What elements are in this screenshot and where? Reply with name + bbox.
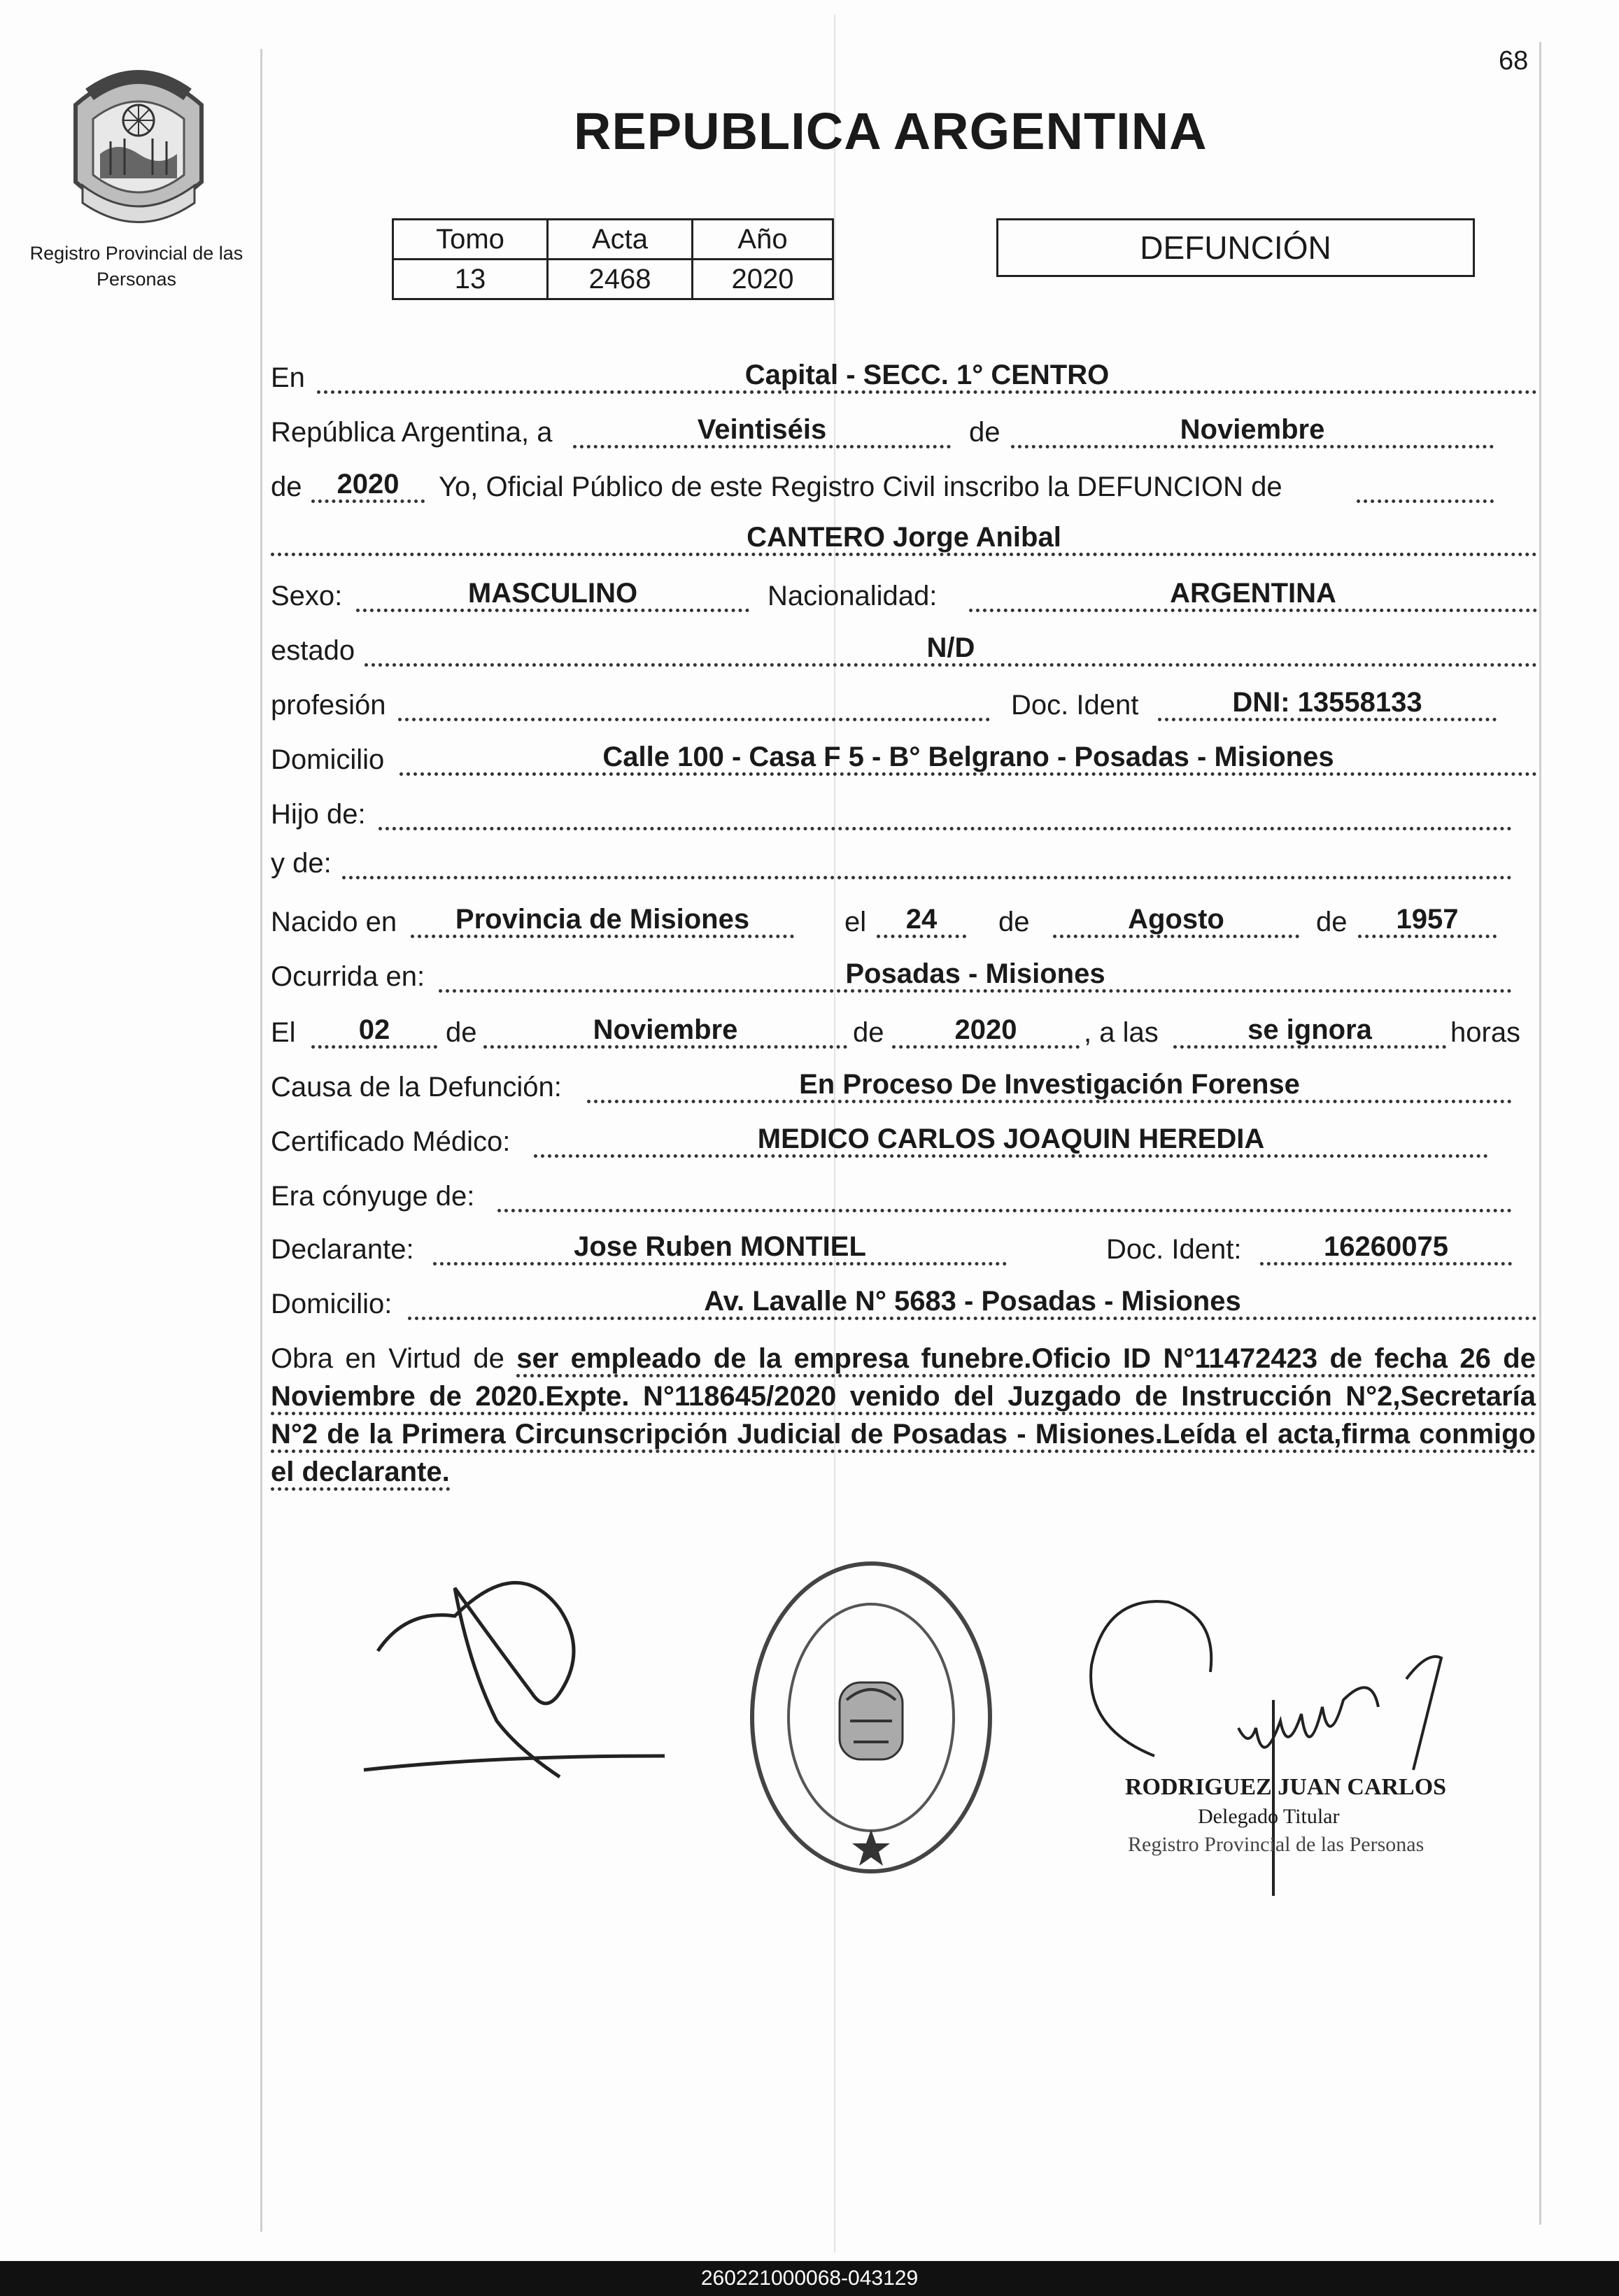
decl-doc-field: 16260075 xyxy=(1260,1231,1512,1266)
record-header-row xyxy=(393,220,833,260)
de-label: de xyxy=(969,417,1001,448)
de5-label: de xyxy=(446,1017,477,1048)
row-ocurrida xyxy=(271,956,1537,998)
de6-label: de xyxy=(853,1017,884,1048)
sexo-field: MASCULINO xyxy=(356,578,749,612)
profesion-label: profesión xyxy=(271,690,386,721)
signatory-org: Registro Provincial de las Personas xyxy=(1128,1833,1424,1856)
row-profesion xyxy=(271,684,1537,726)
el-label: el xyxy=(844,907,867,937)
row-hijo xyxy=(271,793,1537,835)
month-field: Noviembre xyxy=(1011,414,1494,448)
hijo-label: Hijo de: xyxy=(271,799,366,830)
day-field: Veintiséis xyxy=(573,414,951,448)
record-table xyxy=(392,218,834,300)
nacionalidad-field: ARGENTINA xyxy=(969,578,1537,612)
row-nacido xyxy=(271,901,1537,943)
row-conyuge xyxy=(271,1175,1537,1217)
row-domicilio2 xyxy=(271,1283,1537,1325)
death-day-field: 02 xyxy=(311,1014,437,1049)
row-yde xyxy=(271,842,1537,884)
birth-day-field: 24 xyxy=(877,904,966,938)
row-fecha-deceso xyxy=(271,1012,1537,1054)
ocurrida-field: Posadas - Misiones xyxy=(439,958,1512,993)
row-causa xyxy=(271,1066,1537,1108)
conyuge-label: Era cónyuge de: xyxy=(271,1181,475,1212)
acta-value: 2468 xyxy=(548,260,693,299)
domicilio-label: Domicilio xyxy=(271,744,385,775)
domicilio-field: Calle 100 - Casa F 5 - B° Belgrano - Posadas - Misiones xyxy=(400,742,1537,776)
declarant-signature xyxy=(350,1567,672,1791)
yo-continuation-field xyxy=(1357,469,1494,503)
doc-label: Doc. Ident xyxy=(1011,690,1139,721)
de4-label: de xyxy=(1316,907,1348,937)
acta-header: Acta xyxy=(548,220,693,260)
estado-label: estado xyxy=(271,635,355,666)
profesion-field xyxy=(398,687,990,721)
estado-field: N/D xyxy=(365,632,1537,667)
left-margin-line xyxy=(260,49,262,2232)
obra-paragraph xyxy=(271,1340,1536,1491)
row-certificado xyxy=(271,1121,1537,1163)
de2-label: de xyxy=(271,472,302,502)
row-yo xyxy=(271,466,1537,508)
el2-label: El xyxy=(271,1017,296,1048)
tomo-header: Tomo xyxy=(393,220,548,260)
page-number: 68 xyxy=(1499,46,1529,76)
obra-label: Obra en Virtud de xyxy=(271,1343,504,1374)
footer-code: 260221000068-043129 xyxy=(0,2261,1619,2296)
right-margin-line xyxy=(1539,42,1541,2225)
certificado-field: MEDICO CARLOS JOAQUIN HEREDIA xyxy=(534,1124,1488,1158)
registry-label: Registro Provincial de las Personas xyxy=(29,243,243,290)
death-year-field: 2020 xyxy=(892,1014,1080,1049)
hijo-field xyxy=(379,796,1512,830)
page-title: REPUBLICA ARGENTINA xyxy=(574,102,1208,160)
signatory-name: RODRIGUEZ JUAN CARLOS xyxy=(1125,1774,1447,1800)
obra-value: ser empleado de la empresa funebre.Oficio ID N°11472423 de fecha 26 de Noviembre de 2020.Expte. N°118645/2020 venido del Juzgado de Instrucción N°2,Secretaría N°2 de la Primera Circunscripción Judicial de Posadas - Misiones.Leída el acta,firma conmigo el declarante. xyxy=(271,1343,1536,1491)
row-estado xyxy=(271,630,1537,672)
conyuge-field xyxy=(497,1178,1512,1212)
document-type-box: DEFUNCIÓN xyxy=(996,218,1475,277)
death-month-field: Noviembre xyxy=(483,1014,847,1049)
sexo-label: Sexo: xyxy=(271,581,343,611)
domicilio2-field: Av. Lavalle N° 5683 - Posadas - Misiones xyxy=(408,1286,1537,1320)
registry-seal xyxy=(742,1553,1001,1882)
causa-field: En Proceso De Investigación Forense xyxy=(587,1069,1512,1103)
domicilio2-label: Domicilio: xyxy=(271,1289,393,1319)
death-time-field: se ignora xyxy=(1173,1014,1446,1049)
year-field: 2020 xyxy=(311,469,425,503)
row-domicilio xyxy=(271,739,1537,781)
birth-month-field: Agosto xyxy=(1053,904,1299,938)
causa-label: Causa de la Defunción: xyxy=(271,1072,562,1103)
nacionalidad-label: Nacionalidad: xyxy=(768,581,938,611)
row-name xyxy=(271,519,1537,561)
yde-label: y de: xyxy=(271,848,332,879)
doc-field: DNI: 13558133 xyxy=(1158,687,1497,721)
en-label: En xyxy=(271,362,305,393)
birth-year-field: 1957 xyxy=(1358,904,1497,938)
signatory-role: Delegado Titular xyxy=(1198,1805,1340,1828)
de3-label: de xyxy=(998,907,1030,937)
alas-label: , a las xyxy=(1084,1017,1159,1048)
ocurrida-label: Ocurrida en: xyxy=(271,961,425,992)
row-en xyxy=(271,357,1537,399)
tomo-value: 13 xyxy=(393,260,548,299)
anio-value: 2020 xyxy=(693,260,833,299)
anio-header: Año xyxy=(693,220,833,260)
decl-doc-label: Doc. Ident: xyxy=(1106,1234,1242,1265)
certificado-label: Certificado Médico: xyxy=(271,1126,511,1157)
row-fecha xyxy=(271,411,1537,453)
record-value-row xyxy=(393,260,833,299)
nacido-label: Nacido en xyxy=(271,907,397,937)
deceased-name-field: CANTERO Jorge Anibal xyxy=(271,522,1537,556)
yo-label: Yo, Oficial Público de este Registro Civil inscribo la DEFUNCION de xyxy=(439,472,1282,502)
yde-field xyxy=(342,845,1512,879)
horas-label: horas xyxy=(1450,1017,1521,1048)
en-field: Capital - SECC. 1° CENTRO xyxy=(317,360,1537,394)
declarante-field: Jose Ruben MONTIEL xyxy=(433,1231,1007,1266)
row-sexo xyxy=(271,575,1537,617)
nacido-field: Provincia de Misiones xyxy=(411,904,794,938)
row-declarante xyxy=(271,1228,1537,1270)
declarante-label: Declarante: xyxy=(271,1234,414,1265)
republica-label: República Argentina, a xyxy=(271,417,553,448)
province-emblem-logo xyxy=(62,63,215,231)
